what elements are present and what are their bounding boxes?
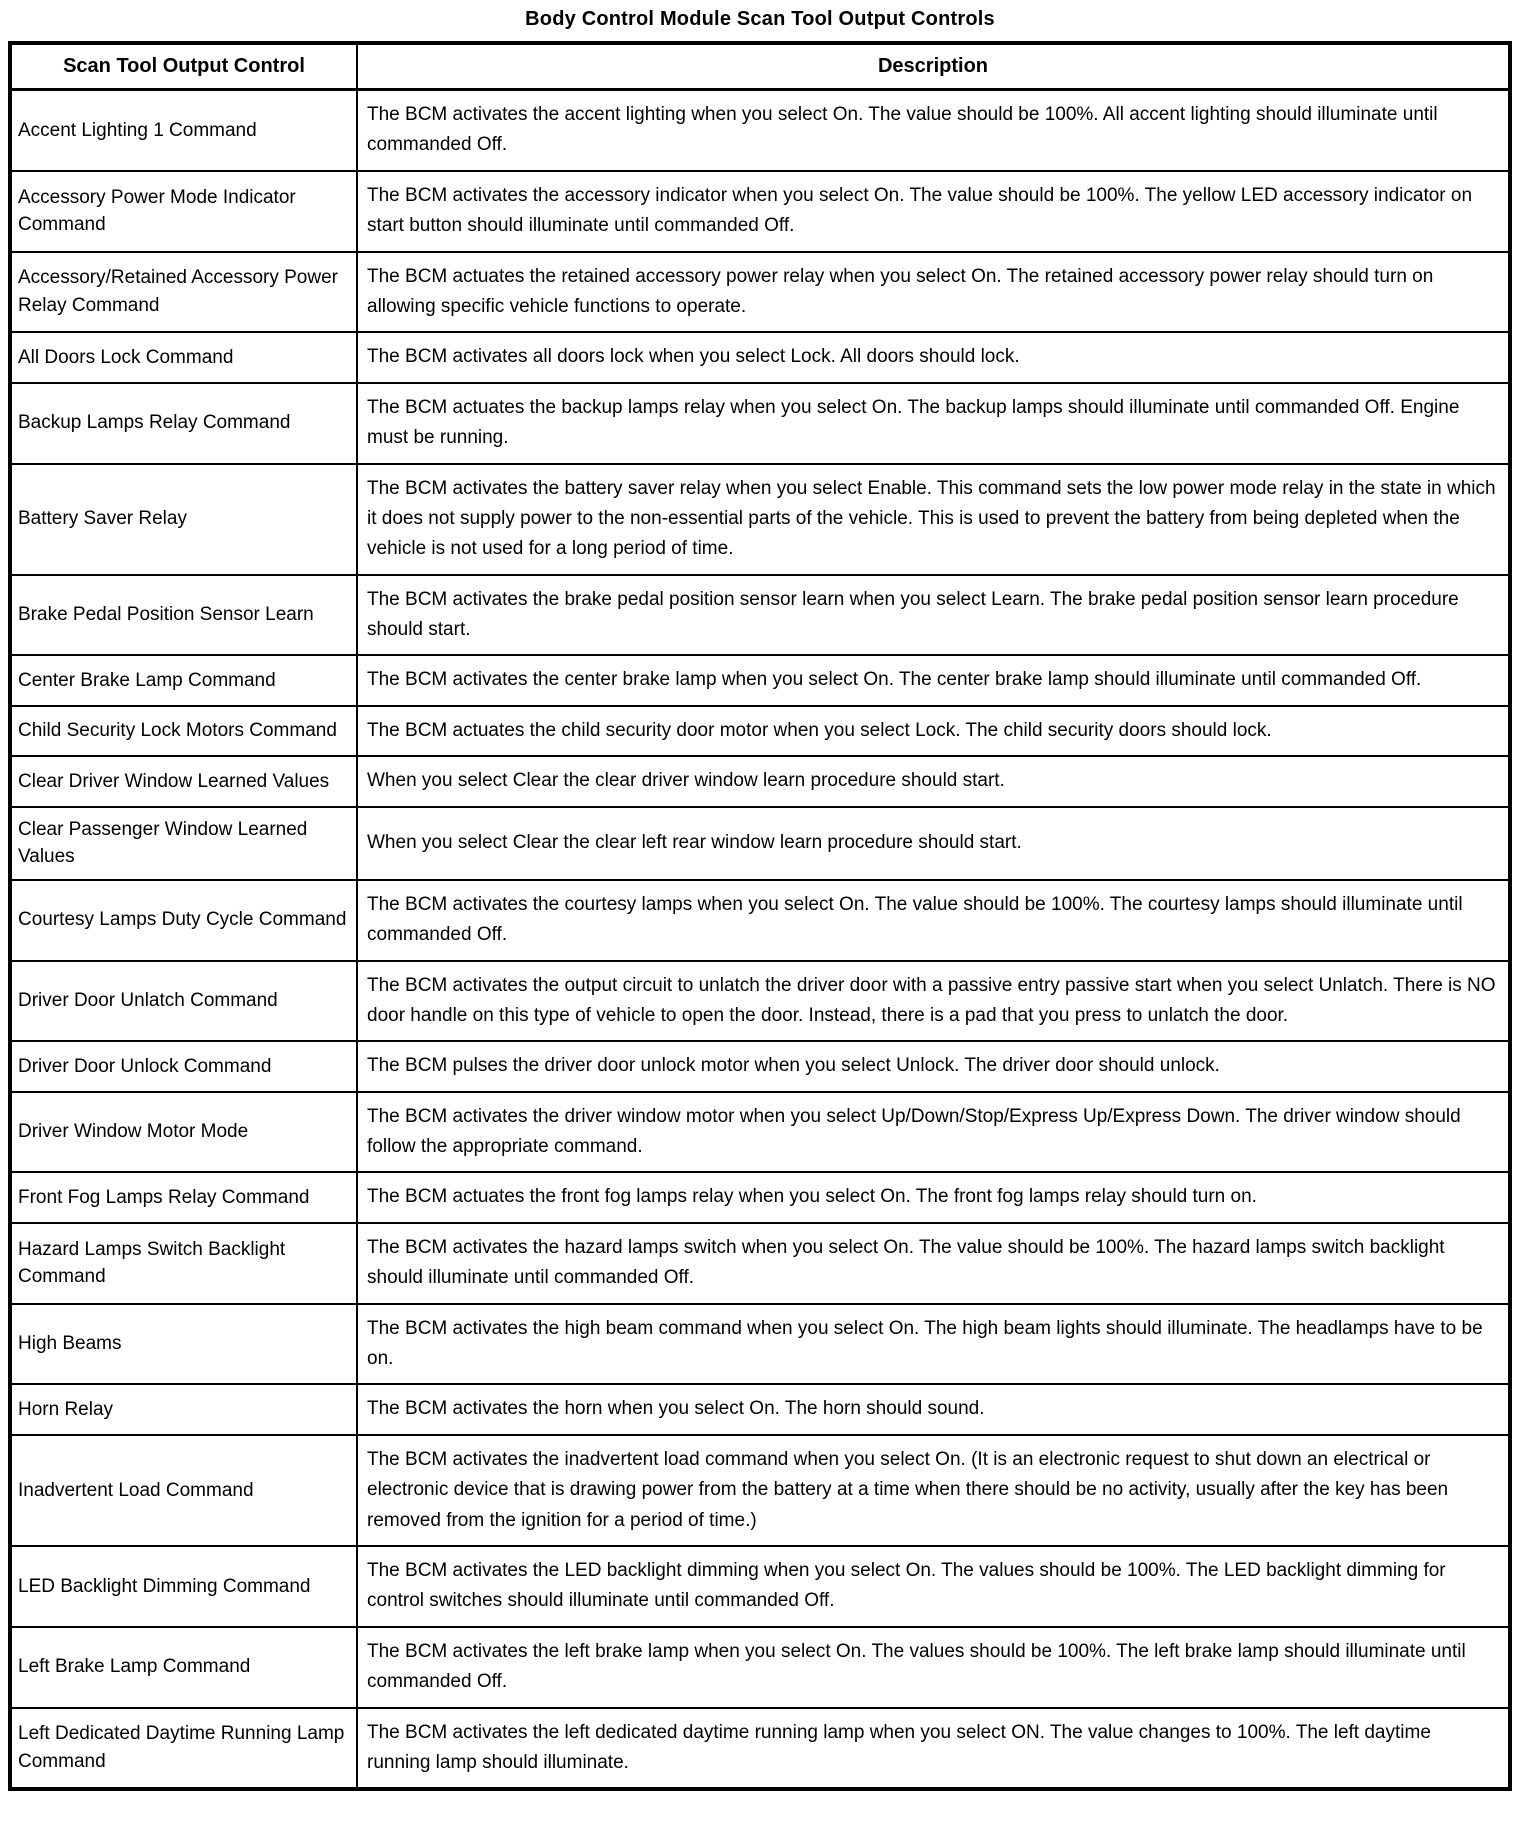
- table-row: [10, 252, 1510, 333]
- table-row: [10, 171, 1510, 252]
- table-row: [10, 383, 1510, 464]
- control-name-cell: Clear Driver Window Learned Values: [10, 756, 357, 806]
- description-cell: The BCM pulses the driver door unlock motor when you select Unlock. The driver door should unlock.: [357, 1041, 1510, 1091]
- column-header-description: Description: [357, 43, 1510, 90]
- control-name-cell: Accessory/Retained Accessory Power Relay Command: [10, 252, 357, 333]
- description-cell: The BCM activates the accent lighting when you select On. The value should be 100%. All accent lighting should illuminate until commanded Off.: [357, 90, 1510, 171]
- control-name-cell: Accessory Power Mode Indicator Command: [10, 171, 357, 252]
- table-row: [10, 1627, 1510, 1708]
- output-controls-table: [8, 41, 1512, 1791]
- table-row: [10, 961, 1510, 1042]
- column-header-control: Scan Tool Output Control: [10, 43, 357, 90]
- description-cell: The BCM activates the hazard lamps switch when you select On. The value should be 100%. The hazard lamps switch backlight should illuminate until commanded Off.: [357, 1223, 1510, 1304]
- control-name-cell: All Doors Lock Command: [10, 332, 357, 382]
- control-name-cell: Center Brake Lamp Command: [10, 655, 357, 705]
- table-row: [10, 706, 1510, 756]
- page-title: Body Control Module Scan Tool Output Controls: [525, 8, 995, 30]
- description-cell: The BCM activates the left dedicated daytime running lamp when you select ON. The value changes to 100%. The left daytime running lamp should illuminate.: [357, 1708, 1510, 1790]
- table-row: [10, 575, 1510, 656]
- table-row: [10, 880, 1510, 961]
- description-cell: The BCM activates the driver window motor when you select Up/Down/Stop/Express Up/Express Down. The driver window should follow the appropriate command.: [357, 1092, 1510, 1173]
- table-row: [10, 807, 1510, 880]
- table-row: [10, 332, 1510, 382]
- description-cell: The BCM actuates the retained accessory power relay when you select On. The retained accessory power relay should turn on allowing specific vehicle functions to operate.: [357, 252, 1510, 333]
- description-cell: The BCM activates the output circuit to unlatch the driver door with a passive entry passive start when you select Unlatch. There is NO door handle on this type of vehicle to open the door. Instead, there is a pad that you press to unlatch the door.: [357, 961, 1510, 1042]
- description-cell: The BCM actuates the child security door motor when you select Lock. The child security doors should lock.: [357, 706, 1510, 756]
- description-cell: The BCM activates the LED backlight dimming when you select On. The values should be 100%. The LED backlight dimming for control switches should illuminate until commanded Off.: [357, 1546, 1510, 1627]
- description-cell: The BCM activates the high beam command when you select On. The high beam lights should illuminate. The headlamps have to be on.: [357, 1304, 1510, 1385]
- control-name-cell: Driver Door Unlatch Command: [10, 961, 357, 1042]
- table-row: [10, 1708, 1510, 1790]
- table-row: [10, 655, 1510, 705]
- table-header: [10, 43, 1510, 90]
- table-row: [10, 1304, 1510, 1385]
- description-cell: The BCM actuates the front fog lamps relay when you select On. The front fog lamps relay should turn on.: [357, 1172, 1510, 1222]
- table-row: [10, 1092, 1510, 1173]
- description-cell: The BCM actuates the backup lamps relay when you select On. The backup lamps should illuminate until commanded Off. Engine must be running.: [357, 383, 1510, 464]
- description-cell: The BCM activates the left brake lamp when you select On. The values should be 100%. The left brake lamp should illuminate until commanded Off.: [357, 1627, 1510, 1708]
- table-row: [10, 1384, 1510, 1434]
- control-name-cell: Left Dedicated Daytime Running Lamp Command: [10, 1708, 357, 1790]
- control-name-cell: LED Backlight Dimming Command: [10, 1546, 357, 1627]
- description-cell: The BCM activates the battery saver relay when you select Enable. This command sets the low power mode relay in the state in which it does not supply power to the non-essential parts of the vehicle. This is used to prevent the battery from being depleted when the vehicle is not used for a long period of time.: [357, 464, 1510, 575]
- description-cell: When you select Clear the clear left rear window learn procedure should start.: [357, 807, 1510, 880]
- table-row: [10, 1223, 1510, 1304]
- description-cell: The BCM activates the horn when you select On. The horn should sound.: [357, 1384, 1510, 1434]
- table-row: [10, 756, 1510, 806]
- control-name-cell: Brake Pedal Position Sensor Learn: [10, 575, 357, 656]
- description-cell: The BCM activates the courtesy lamps when you select On. The value should be 100%. The courtesy lamps should illuminate until commanded Off.: [357, 880, 1510, 961]
- table-row: [10, 464, 1510, 575]
- table-row: [10, 1435, 1510, 1546]
- control-name-cell: Left Brake Lamp Command: [10, 1627, 357, 1708]
- control-name-cell: Driver Door Unlock Command: [10, 1041, 357, 1091]
- table-row: [10, 90, 1510, 171]
- table-body: [10, 90, 1510, 1790]
- control-name-cell: Child Security Lock Motors Command: [10, 706, 357, 756]
- table-row: [10, 1172, 1510, 1222]
- control-name-cell: Accent Lighting 1 Command: [10, 90, 357, 171]
- description-cell: When you select Clear the clear driver window learn procedure should start.: [357, 756, 1510, 806]
- control-name-cell: Front Fog Lamps Relay Command: [10, 1172, 357, 1222]
- table-row: [10, 1041, 1510, 1091]
- control-name-cell: Inadvertent Load Command: [10, 1435, 357, 1546]
- control-name-cell: High Beams: [10, 1304, 357, 1385]
- control-name-cell: Battery Saver Relay: [10, 464, 357, 575]
- table-row: [10, 1546, 1510, 1627]
- description-cell: The BCM activates the inadvertent load command when you select On. (It is an electronic request to shut down an electrical or electronic device that is drawing power from the battery at a time when there should be no activity, usually after the key has been removed from the ignition for a period of time.): [357, 1435, 1510, 1546]
- control-name-cell: Courtesy Lamps Duty Cycle Command: [10, 880, 357, 961]
- control-name-cell: Backup Lamps Relay Command: [10, 383, 357, 464]
- control-name-cell: Hazard Lamps Switch Backlight Command: [10, 1223, 357, 1304]
- description-cell: The BCM activates the center brake lamp when you select On. The center brake lamp should illuminate until commanded Off.: [357, 655, 1510, 705]
- control-name-cell: Clear Passenger Window Learned Values: [10, 807, 357, 880]
- control-name-cell: Horn Relay: [10, 1384, 357, 1434]
- control-name-cell: Driver Window Motor Mode: [10, 1092, 357, 1173]
- description-cell: The BCM activates the accessory indicator when you select On. The value should be 100%. The yellow LED accessory indicator on start button should illuminate until commanded Off.: [357, 171, 1510, 252]
- description-cell: The BCM activates the brake pedal position sensor learn when you select Learn. The brake pedal position sensor learn procedure should start.: [357, 575, 1510, 656]
- header-row: [10, 43, 1510, 90]
- description-cell: The BCM activates all doors lock when you select Lock. All doors should lock.: [357, 332, 1510, 382]
